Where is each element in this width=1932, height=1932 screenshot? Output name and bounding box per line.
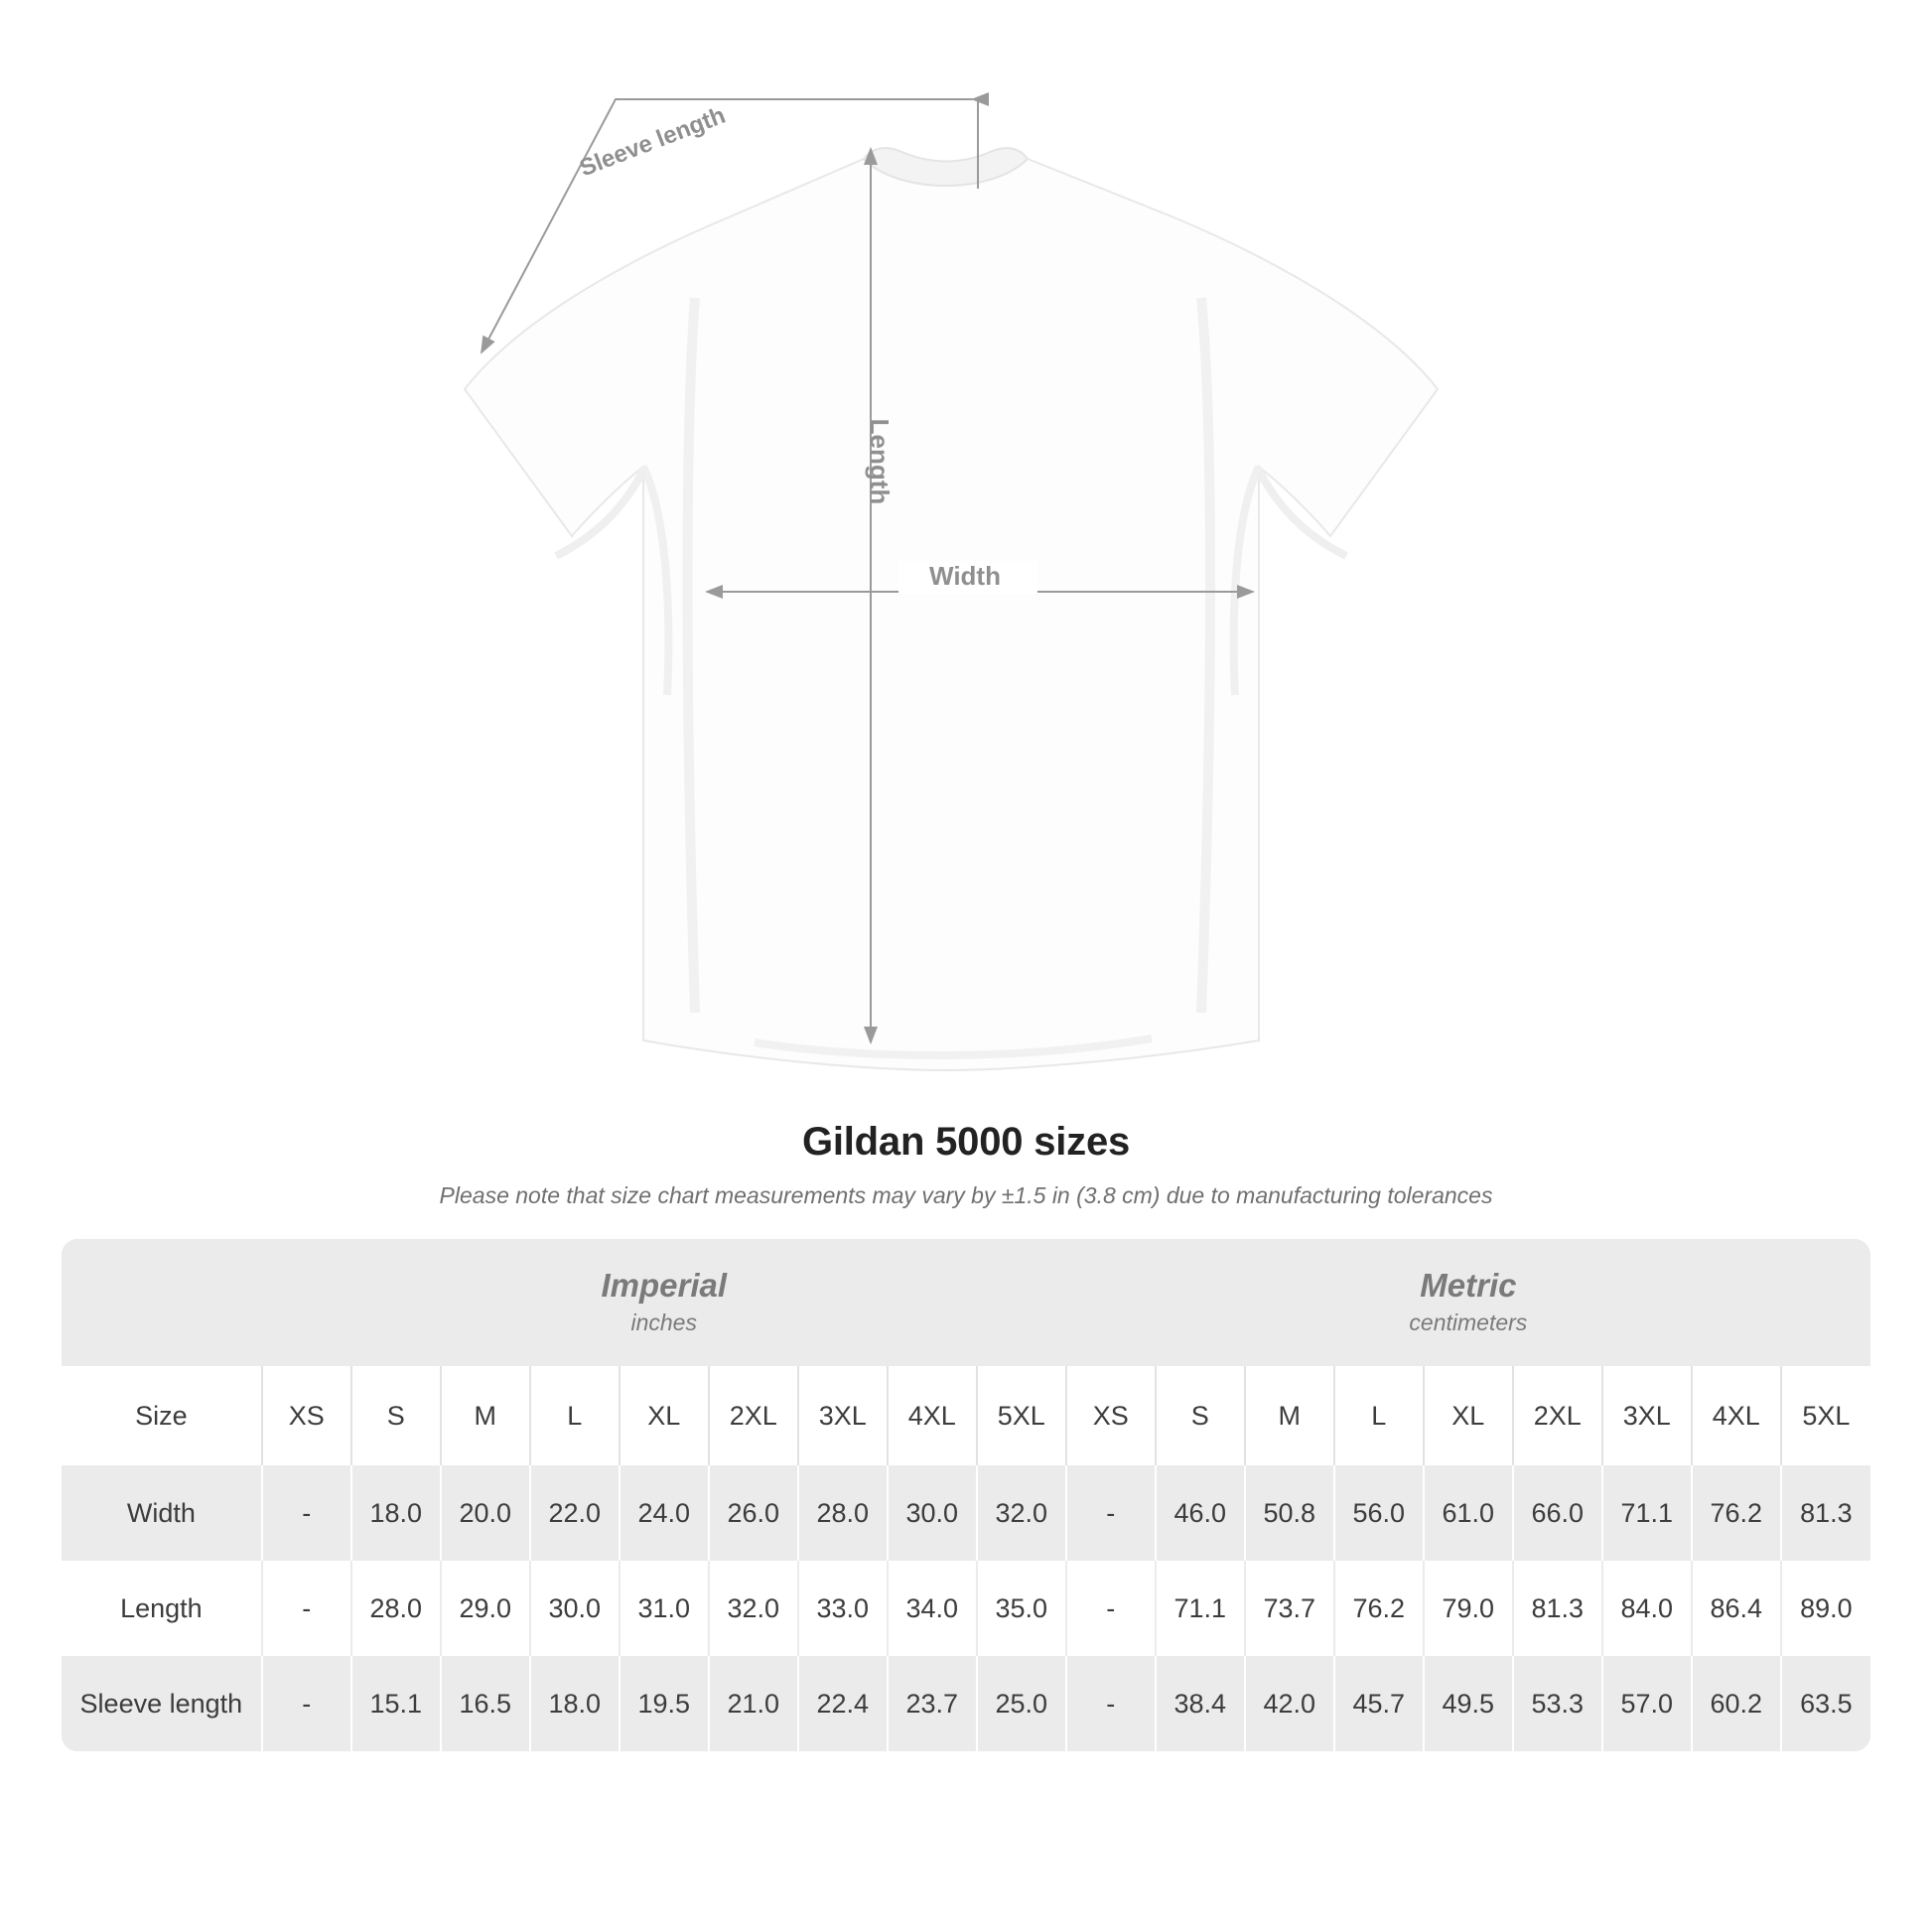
cell-width-imperial-xs: - [262, 1465, 351, 1561]
cell-length-metric-m: 73.7 [1245, 1561, 1334, 1656]
unit-header-row [62, 1239, 1870, 1366]
size-header-label: Size [62, 1366, 262, 1465]
cell-length-imperial-l: 30.0 [530, 1561, 620, 1656]
cell-width-imperial-s: 18.0 [351, 1465, 441, 1561]
title-block [0, 1120, 1932, 1209]
cell-width-metric-2xl: 66.0 [1513, 1465, 1602, 1561]
header-imperial-2xl: 2XL [709, 1366, 798, 1465]
header-metric-5xl: 5XL [1781, 1366, 1870, 1465]
cell-length-imperial-2xl: 32.0 [709, 1561, 798, 1656]
cell-length-imperial-5xl: 35.0 [977, 1561, 1066, 1656]
header-metric-4xl: 4XL [1692, 1366, 1781, 1465]
cell-sleeve-metric-l: 45.7 [1334, 1656, 1424, 1751]
row-label-width: Width [62, 1465, 262, 1561]
cell-width-metric-l: 56.0 [1334, 1465, 1424, 1561]
header-metric-m: M [1245, 1366, 1334, 1465]
width-label: Width [929, 561, 1001, 591]
header-metric-2xl: 2XL [1513, 1366, 1602, 1465]
size-table-wrapper [62, 1239, 1870, 1751]
cell-length-imperial-m: 29.0 [441, 1561, 530, 1656]
header-imperial-xs: XS [262, 1366, 351, 1465]
cell-length-imperial-xl: 31.0 [620, 1561, 709, 1656]
size-table [62, 1239, 1870, 1751]
cell-sleeve-imperial-m: 16.5 [441, 1656, 530, 1751]
cell-length-imperial-xs: - [262, 1561, 351, 1656]
table-row [62, 1561, 1870, 1656]
table-row [62, 1656, 1870, 1751]
row-label-sleeve-length: Sleeve length [62, 1656, 262, 1751]
unit-header-spacer [62, 1239, 262, 1366]
cell-sleeve-metric-xl: 49.5 [1424, 1656, 1513, 1751]
unit-group-imperial-sub: inches [630, 1310, 697, 1336]
cell-width-metric-xs: - [1066, 1465, 1156, 1561]
cell-width-imperial-2xl: 26.0 [709, 1465, 798, 1561]
cell-sleeve-imperial-4xl: 23.7 [888, 1656, 977, 1751]
cell-sleeve-metric-m: 42.0 [1245, 1656, 1334, 1751]
cell-sleeve-imperial-xl: 19.5 [620, 1656, 709, 1751]
tshirt-shape [465, 148, 1438, 1070]
cell-width-imperial-xl: 24.0 [620, 1465, 709, 1561]
cell-width-imperial-4xl: 30.0 [888, 1465, 977, 1561]
unit-group-metric-name: Metric [1420, 1267, 1517, 1305]
header-imperial-m: M [441, 1366, 530, 1465]
chart-title: Gildan 5000 sizes [801, 1120, 1131, 1164]
cell-sleeve-imperial-2xl: 21.0 [709, 1656, 798, 1751]
cell-sleeve-metric-2xl: 53.3 [1513, 1656, 1602, 1751]
cell-sleeve-metric-xs: - [1066, 1656, 1156, 1751]
sleeve-length-label: Sleeve length [576, 101, 730, 183]
cell-width-imperial-m: 20.0 [441, 1465, 530, 1561]
cell-length-metric-s: 71.1 [1156, 1561, 1245, 1656]
unit-group-metric-sub: centimeters [1409, 1310, 1528, 1336]
cell-width-imperial-l: 22.0 [530, 1465, 620, 1561]
cell-width-metric-xl: 61.0 [1424, 1465, 1513, 1561]
header-imperial-xl: XL [620, 1366, 709, 1465]
size-header-row [62, 1366, 1870, 1465]
unit-group-imperial-name: Imperial [601, 1267, 728, 1305]
cell-length-metric-2xl: 81.3 [1513, 1561, 1602, 1656]
chart-note: Please note that size chart measurements may vary by ±1.5 in (3.8 cm) due to manufacturing tolerances [439, 1182, 1493, 1208]
header-imperial-l: L [530, 1366, 620, 1465]
header-metric-xs: XS [1066, 1366, 1156, 1465]
cell-length-imperial-3xl: 33.0 [798, 1561, 888, 1656]
cell-length-metric-xs: - [1066, 1561, 1156, 1656]
cell-sleeve-metric-4xl: 60.2 [1692, 1656, 1781, 1751]
cell-length-metric-4xl: 86.4 [1692, 1561, 1781, 1656]
cell-length-metric-3xl: 84.0 [1602, 1561, 1692, 1656]
cell-length-imperial-s: 28.0 [351, 1561, 441, 1656]
cell-sleeve-metric-3xl: 57.0 [1602, 1656, 1692, 1751]
length-label: Length [865, 418, 895, 505]
header-imperial-3xl: 3XL [798, 1366, 888, 1465]
cell-width-imperial-5xl: 32.0 [977, 1465, 1066, 1561]
cell-width-metric-m: 50.8 [1245, 1465, 1334, 1561]
cell-length-imperial-4xl: 34.0 [888, 1561, 977, 1656]
cell-sleeve-imperial-3xl: 22.4 [798, 1656, 888, 1751]
cell-width-imperial-3xl: 28.0 [798, 1465, 888, 1561]
cell-sleeve-imperial-xs: - [262, 1656, 351, 1751]
cell-sleeve-metric-s: 38.4 [1156, 1656, 1245, 1751]
cell-length-metric-5xl: 89.0 [1781, 1561, 1870, 1656]
cell-length-metric-xl: 79.0 [1424, 1561, 1513, 1656]
cell-length-metric-l: 76.2 [1334, 1561, 1424, 1656]
cell-sleeve-imperial-5xl: 25.0 [977, 1656, 1066, 1751]
header-imperial-4xl: 4XL [888, 1366, 977, 1465]
cell-sleeve-imperial-l: 18.0 [530, 1656, 620, 1751]
cell-width-metric-4xl: 76.2 [1692, 1465, 1781, 1561]
table-row [62, 1465, 1870, 1561]
cell-width-metric-s: 46.0 [1156, 1465, 1245, 1561]
cell-width-metric-3xl: 71.1 [1602, 1465, 1692, 1561]
header-imperial-s: S [351, 1366, 441, 1465]
cell-width-metric-5xl: 81.3 [1781, 1465, 1870, 1561]
header-imperial-5xl: 5XL [977, 1366, 1066, 1465]
unit-group-metric [1066, 1239, 1870, 1366]
unit-group-imperial [262, 1239, 1066, 1366]
header-metric-xl: XL [1424, 1366, 1513, 1465]
header-metric-s: S [1156, 1366, 1245, 1465]
row-label-length: Length [62, 1561, 262, 1656]
cell-sleeve-metric-5xl: 63.5 [1781, 1656, 1870, 1751]
header-metric-3xl: 3XL [1602, 1366, 1692, 1465]
cell-sleeve-imperial-s: 15.1 [351, 1656, 441, 1751]
header-metric-l: L [1334, 1366, 1424, 1465]
